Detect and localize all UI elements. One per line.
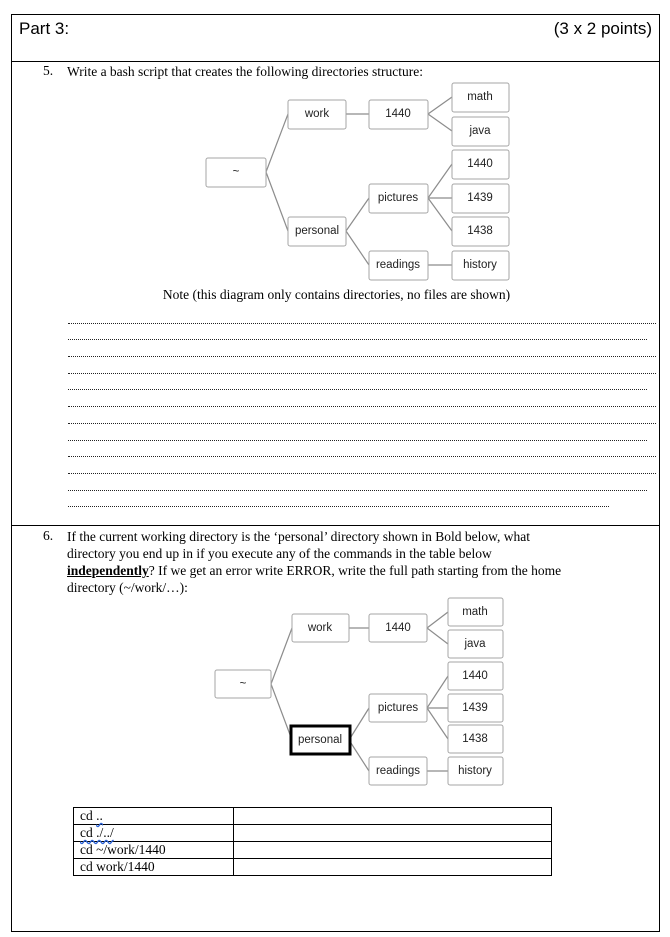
answer-cell[interactable] bbox=[234, 859, 552, 876]
node2-personal-label: personal bbox=[297, 734, 343, 746]
node2-history bbox=[448, 757, 503, 785]
command-text-squiggle: .. bbox=[96, 808, 103, 823]
node2-work-label: work bbox=[307, 622, 333, 634]
q6-line1: If the current working directory is the ‘personal’ directory shown in Bold below, what bbox=[67, 529, 530, 544]
table-row bbox=[74, 859, 552, 876]
node-pictures-1440-label: 1440 bbox=[467, 158, 493, 170]
node-pictures-1439-label: 1439 bbox=[467, 192, 493, 204]
node2-pictures-label: pictures bbox=[377, 702, 419, 714]
node-work-1440 bbox=[369, 100, 428, 129]
answer-line[interactable] bbox=[68, 407, 656, 424]
node-pictures-1438-label: 1438 bbox=[467, 225, 493, 237]
q6-number: 6. bbox=[43, 528, 54, 543]
table-row bbox=[74, 842, 552, 859]
node-math-label: math bbox=[467, 91, 493, 103]
command-text-squiggle: cd ./../ bbox=[80, 825, 114, 840]
node-history bbox=[452, 251, 509, 280]
answer-line[interactable] bbox=[68, 307, 656, 324]
node2-root-label: ~ bbox=[239, 678, 247, 690]
node-math bbox=[452, 83, 509, 112]
node2-work-1440-label: 1440 bbox=[385, 622, 411, 634]
node2-java bbox=[448, 630, 503, 658]
diagram-note: Note (this diagram only contains directories, no files are shown) bbox=[162, 287, 511, 302]
node2-math bbox=[448, 598, 503, 626]
q5-number: 5. bbox=[43, 63, 54, 78]
command-text: cd bbox=[80, 808, 97, 823]
command-cell bbox=[74, 808, 234, 825]
node-root-label: ~ bbox=[232, 166, 240, 178]
node2-pictures bbox=[369, 694, 427, 722]
node-work-label: work bbox=[304, 108, 330, 120]
q5-text: Write a bash script that creates the following directories structure: bbox=[67, 64, 423, 79]
answer-line[interactable] bbox=[68, 390, 656, 407]
answer-cell[interactable] bbox=[234, 808, 552, 825]
answer-line[interactable] bbox=[68, 357, 656, 374]
answer-cell[interactable] bbox=[234, 825, 552, 842]
node-pictures bbox=[369, 184, 428, 213]
node2-readings-label: readings bbox=[375, 765, 421, 777]
node2-pictures-1439 bbox=[448, 694, 503, 722]
answer-line[interactable] bbox=[68, 374, 647, 391]
node-pictures-1439 bbox=[452, 184, 509, 213]
node2-pictures-1438 bbox=[448, 725, 503, 753]
command-cell: cd work/1440 bbox=[74, 859, 234, 876]
node-work-1440-label: 1440 bbox=[385, 108, 411, 120]
node-java bbox=[452, 117, 509, 146]
answer-line[interactable] bbox=[68, 441, 656, 458]
node2-java-label: java bbox=[464, 638, 486, 650]
answer-lines[interactable] bbox=[68, 307, 656, 507]
node-personal-label: personal bbox=[294, 225, 340, 237]
node2-history-label: history bbox=[458, 765, 492, 777]
q6-line3 bbox=[67, 562, 657, 579]
node2-math-label: math bbox=[462, 606, 488, 618]
node2-pictures-1440 bbox=[448, 662, 503, 690]
command-cell bbox=[74, 825, 234, 842]
node-pictures-label: pictures bbox=[377, 192, 419, 204]
points-label: (3 x 2 points) bbox=[553, 19, 652, 38]
section-divider bbox=[12, 525, 659, 526]
node2-work-1440 bbox=[369, 614, 427, 642]
command-cell: cd ~/work/1440 bbox=[74, 842, 234, 859]
q6-emphasis: independently bbox=[67, 563, 149, 578]
node-pictures-1440 bbox=[452, 150, 509, 179]
q6-line2: directory you end up in if you execute any of the commands in the table below bbox=[67, 546, 492, 561]
q6-line3-rest: ? If we get an error write ERROR, write the full path starting from the home bbox=[148, 563, 562, 578]
node-pictures-1438 bbox=[452, 217, 509, 246]
node-work bbox=[288, 100, 346, 129]
answer-line[interactable] bbox=[68, 474, 647, 491]
node-java-label: java bbox=[469, 125, 491, 137]
q6-line4: directory (~/work/…): bbox=[67, 580, 188, 595]
commands-table bbox=[73, 807, 552, 876]
answer-line[interactable] bbox=[68, 457, 656, 474]
node-root bbox=[206, 158, 266, 187]
answer-line[interactable] bbox=[68, 491, 609, 508]
answer-line[interactable] bbox=[68, 340, 656, 357]
node2-root bbox=[215, 670, 271, 698]
node2-readings bbox=[369, 757, 427, 785]
node2-pictures-1438-label: 1438 bbox=[462, 733, 488, 745]
node2-pictures-1440-label: 1440 bbox=[462, 670, 488, 682]
node2-work bbox=[292, 614, 349, 642]
node-readings bbox=[369, 251, 428, 280]
node-readings-label: readings bbox=[375, 259, 421, 271]
answer-line[interactable] bbox=[68, 424, 647, 441]
exam-sheet bbox=[11, 14, 660, 932]
table-row bbox=[74, 825, 552, 842]
table-row bbox=[74, 808, 552, 825]
node-history-label: history bbox=[463, 259, 497, 271]
part-title: Part 3: bbox=[19, 19, 70, 38]
q6-text bbox=[67, 528, 657, 596]
node-personal bbox=[288, 217, 346, 246]
answer-line[interactable] bbox=[68, 324, 647, 341]
answer-cell[interactable] bbox=[234, 842, 552, 859]
node2-pictures-1439-label: 1439 bbox=[462, 702, 488, 714]
node2-personal-bold bbox=[291, 726, 350, 754]
